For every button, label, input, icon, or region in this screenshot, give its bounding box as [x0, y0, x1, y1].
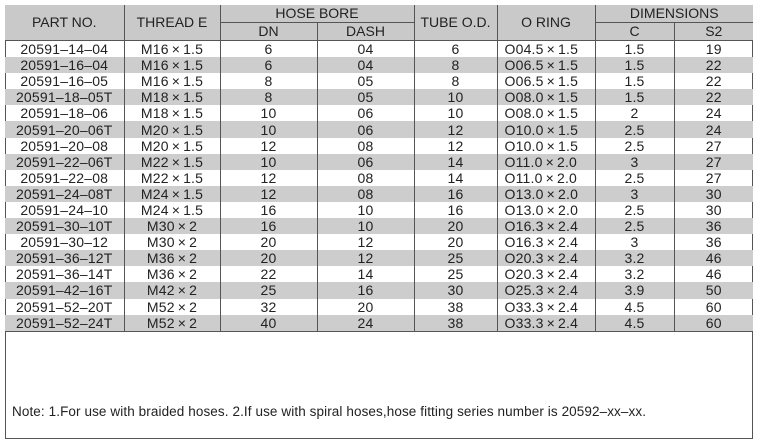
cell-tube-od: 25: [414, 266, 497, 282]
cell-thread-e: M30 × 2: [124, 218, 220, 234]
cell-c: 2.5: [595, 202, 674, 218]
header-dash: DASH: [317, 23, 414, 41]
cell-part-no: 20591–36–12T: [5, 250, 124, 266]
cell-dash: 12: [317, 250, 414, 266]
cell-o-ring: O13.0 × 2.0: [497, 186, 595, 202]
cell-c: 1.5: [595, 57, 674, 73]
cell-dn: 25: [220, 282, 317, 298]
cell-tube-od: 16: [414, 202, 497, 218]
cell-s2: 24: [705, 105, 722, 122]
cell-part-no: 20591–16–05: [5, 73, 124, 89]
cell-dash: 08: [317, 170, 414, 186]
cell-s2: 27: [705, 169, 722, 186]
cell-o-ring: O10.0 × 1.5: [497, 121, 595, 137]
table-row: [5, 89, 753, 105]
cell-o-ring: O08.0 × 1.5: [497, 89, 595, 105]
cell-part-no: 20591–24–08T: [5, 186, 124, 202]
cell-c: 2.5: [595, 218, 674, 234]
cell-c: 1.5: [595, 73, 674, 89]
cell-thread-e: M16 × 1.5: [124, 73, 220, 89]
cell-part-no: 20591–42–16T: [5, 282, 124, 298]
cell-c: 2.5: [595, 121, 674, 137]
cell-s2: 22: [674, 57, 753, 73]
cell-s2: 27: [674, 154, 753, 170]
cell-thread-e: M52 × 2: [124, 315, 220, 332]
cell-dn: 10: [220, 154, 317, 170]
cell-tube-od: 20: [414, 218, 497, 234]
cell-dn: 6: [220, 41, 317, 58]
cell-c: 3.2: [595, 266, 674, 282]
cell-c: 3: [595, 186, 674, 202]
cell-dn: 8: [220, 89, 317, 105]
cell-tube-od: 38: [414, 299, 497, 315]
cell-s2: 30: [705, 201, 722, 218]
cell-o-ring: O20.3 × 2.4: [497, 266, 595, 282]
table-row: [5, 57, 753, 73]
cell-dn: 10: [220, 105, 317, 121]
cell-dash: 05: [317, 73, 414, 89]
cell-thread-e: M20 × 1.5: [124, 121, 220, 137]
cell-dn: 40: [220, 315, 317, 332]
cell-dash: 08: [317, 186, 414, 202]
cell-dn: 22: [220, 266, 317, 282]
cell-c: 4.5: [595, 299, 674, 315]
cell-o-ring: O11.0 × 2.0: [497, 170, 595, 186]
cell-dash: 10: [317, 218, 414, 234]
cell-c: 2.5: [595, 170, 674, 186]
cell-o-ring: O20.3 × 2.4: [497, 250, 595, 266]
table-row: [5, 234, 753, 250]
cell-dash: 10: [317, 202, 414, 218]
cell-s2: 46: [674, 250, 753, 266]
cell-dn: 12: [220, 170, 317, 186]
cell-s2: 36: [705, 234, 722, 251]
hose-fitting-spec-table: [5, 5, 753, 332]
cell-s2: 24: [674, 121, 753, 137]
cell-thread-e: M18 × 1.5: [124, 105, 220, 121]
cell-part-no: 20591–52–20T: [5, 299, 124, 315]
cell-tube-od: 20: [414, 234, 497, 250]
cell-part-no: 20591–18–05T: [5, 89, 124, 105]
cell-thread-e: M52 × 2: [124, 299, 220, 315]
cell-s2: 19: [705, 41, 722, 58]
cell-dash: 05: [317, 89, 414, 105]
cell-thread-e: M36 × 2: [124, 250, 220, 266]
cell-dn: 12: [220, 138, 317, 154]
cell-part-no: 20591–36–14T: [5, 266, 124, 282]
header-c: C: [595, 23, 674, 41]
cell-dn: 6: [220, 57, 317, 73]
cell-c: 2: [595, 105, 674, 121]
cell-thread-e: M24 × 1.5: [124, 202, 220, 218]
cell-thread-e: M18 × 1.5: [124, 89, 220, 105]
cell-dash: 12: [317, 234, 414, 250]
cell-c: 3.9: [595, 282, 674, 298]
cell-c: 3: [595, 154, 674, 170]
cell-dash: 04: [317, 57, 414, 73]
table-row: [5, 266, 753, 282]
cell-o-ring: O04.5 × 1.5: [497, 41, 595, 58]
cell-s2: 60: [705, 298, 722, 315]
cell-c: 1.5: [595, 41, 674, 58]
cell-tube-od: 30: [414, 282, 497, 298]
header-s2: S2: [674, 23, 753, 41]
table-row: [5, 121, 753, 137]
cell-dn: 20: [220, 234, 317, 250]
table-row: [5, 105, 753, 121]
cell-s2: 22: [705, 73, 722, 90]
cell-dn: 16: [220, 218, 317, 234]
cell-c: 3: [595, 234, 674, 250]
table-row: [5, 315, 753, 332]
cell-o-ring: O13.0 × 2.0: [497, 202, 595, 218]
cell-c: 1.5: [595, 89, 674, 105]
footnote: Note: 1.For use with braided hoses. 2.If use with spiral hoses,hose fitting series number is 20592–xx–xx.: [12, 404, 647, 419]
cell-tube-od: 14: [414, 170, 497, 186]
table-row: [5, 138, 753, 154]
cell-dn: 10: [220, 121, 317, 137]
table-row: [5, 218, 753, 234]
header-part-no: PART NO.: [5, 5, 124, 41]
cell-tube-od: 6: [414, 41, 497, 58]
cell-s2: 36: [674, 218, 753, 234]
cell-thread-e: M24 × 1.5: [124, 186, 220, 202]
cell-part-no: 20591–20–08: [5, 138, 124, 154]
cell-dash: 06: [317, 105, 414, 121]
cell-dash: 24: [317, 315, 414, 332]
cell-tube-od: 14: [414, 154, 497, 170]
header-dn: DN: [220, 23, 317, 41]
table-row: [5, 299, 753, 315]
cell-thread-e: M16 × 1.5: [124, 41, 220, 58]
header-dimensions: DIMENSIONS: [595, 5, 753, 23]
cell-c: 3.2: [595, 250, 674, 266]
cell-part-no: 20591–18–06: [5, 105, 124, 121]
table-row: [5, 170, 753, 186]
cell-part-no: 20591–24–10: [5, 202, 124, 218]
cell-part-no: 20591–14–04: [5, 41, 124, 58]
header-tube-od: TUBE O.D.: [414, 5, 497, 41]
table-row: [5, 202, 753, 218]
cell-dash: 06: [317, 121, 414, 137]
cell-c: 4.5: [595, 315, 674, 332]
cell-tube-od: 8: [414, 73, 497, 89]
cell-dash: 06: [317, 154, 414, 170]
cell-o-ring: O06.5 × 1.5: [497, 73, 595, 89]
cell-dn: 32: [220, 299, 317, 315]
cell-s2: 27: [705, 137, 722, 154]
cell-part-no: 20591–52–24T: [5, 315, 124, 332]
cell-thread-e: M22 × 1.5: [124, 154, 220, 170]
table-row: [5, 250, 753, 266]
table-row: [5, 186, 753, 202]
cell-o-ring: O25.3 × 2.4: [497, 282, 595, 298]
table-header: [5, 5, 753, 41]
cell-part-no: 20591–30–12: [5, 234, 124, 250]
table-row: [5, 282, 753, 298]
cell-o-ring: O16.3 × 2.4: [497, 234, 595, 250]
cell-thread-e: M16 × 1.5: [124, 57, 220, 73]
cell-dash: 08: [317, 138, 414, 154]
cell-dn: 12: [220, 186, 317, 202]
cell-dash: 04: [317, 41, 414, 58]
cell-dn: 20: [220, 250, 317, 266]
cell-dash: 20: [317, 299, 414, 315]
cell-tube-od: 38: [414, 315, 497, 332]
cell-dash: 16: [317, 282, 414, 298]
header-thread-e: THREAD E: [124, 5, 220, 41]
cell-o-ring: O33.3 × 2.4: [497, 315, 595, 332]
header-hose-bore: HOSE BORE: [220, 5, 414, 23]
cell-dn: 16: [220, 202, 317, 218]
cell-part-no: 20591–30–10T: [5, 218, 124, 234]
cell-part-no: 20591–20–06T: [5, 121, 124, 137]
cell-tube-od: 8: [414, 57, 497, 73]
cell-tube-od: 10: [414, 89, 497, 105]
table-body: [5, 41, 753, 332]
cell-thread-e: M20 × 1.5: [124, 138, 220, 154]
cell-o-ring: O33.3 × 2.4: [497, 299, 595, 315]
table-row: [5, 41, 753, 58]
cell-part-no: 20591–22–06T: [5, 154, 124, 170]
header-o-ring: O RING: [497, 5, 595, 41]
cell-s2: 46: [705, 266, 722, 283]
table-row: [5, 73, 753, 89]
cell-thread-e: M42 × 2: [124, 282, 220, 298]
cell-s2: 60: [674, 315, 753, 332]
cell-tube-od: 25: [414, 250, 497, 266]
cell-o-ring: O08.0 × 1.5: [497, 105, 595, 121]
cell-dn: 8: [220, 73, 317, 89]
cell-s2: 22: [674, 89, 753, 105]
cell-o-ring: O06.5 × 1.5: [497, 57, 595, 73]
cell-o-ring: O11.0 × 2.0: [497, 154, 595, 170]
cell-thread-e: M30 × 2: [124, 234, 220, 250]
cell-s2: 30: [674, 186, 753, 202]
cell-tube-od: 12: [414, 138, 497, 154]
cell-thread-e: M22 × 1.5: [124, 170, 220, 186]
cell-tube-od: 16: [414, 186, 497, 202]
cell-thread-e: M36 × 2: [124, 266, 220, 282]
cell-dash: 14: [317, 266, 414, 282]
cell-s2: 50: [674, 282, 753, 298]
cell-o-ring: O10.0 × 1.5: [497, 138, 595, 154]
cell-part-no: 20591–22–08: [5, 170, 124, 186]
cell-part-no: 20591–16–04: [5, 57, 124, 73]
cell-tube-od: 12: [414, 121, 497, 137]
cell-c: 2.5: [595, 138, 674, 154]
cell-o-ring: O16.3 × 2.4: [497, 218, 595, 234]
cell-tube-od: 10: [414, 105, 497, 121]
table-row: [5, 154, 753, 170]
